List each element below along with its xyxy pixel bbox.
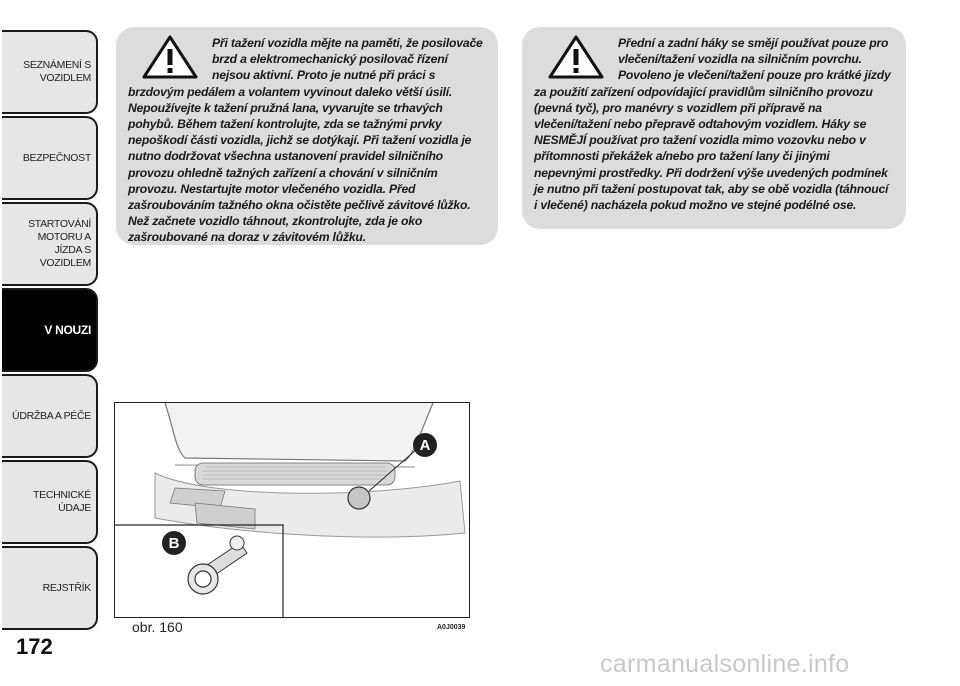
tab-label: V NOUZI — [44, 322, 91, 337]
tab-startovani[interactable] — [2, 202, 98, 286]
tab-label: REJSTŘÍK — [42, 581, 91, 594]
tab-bezpecnost[interactable] — [2, 116, 98, 200]
tab-label: ÚDRŽBA A PÉČE — [12, 409, 91, 422]
warning-text: Při tažení vozidla mějte na paměti, že posilovače brzd a elektromechanický posilovač řízení nejsou aktivní. Proto je nutné při práci s brzdovým pedálem a volantem vyvinout daleko větší úsilí. Nepoužívejte k tažení pružná lana, vyvarujte se trhavých pohybů. Během tažení kontrolujte, zda se tažnými prvky nepoškodí části vozidla, jichž se dotýkají. Při tažení vozidla je nutno dodržovat všechna ustanovení pravidel silničního provozu ohledně tažných zařízení a chování v silničním provozu. Nestartujte motor vlečeného vozidla. Před zašroubováním tažného okna očistěte pečlivě závitové lůžko. Než začnete vozidlo táhnout, zkontrolujte, zda je oko zašroubované na doraz v závitovém lůžku. — [128, 36, 483, 245]
warning-triangle-icon — [548, 35, 604, 79]
towing-eye-illustration — [115, 403, 470, 618]
warning-triangle-icon — [142, 35, 198, 79]
watermark: carmanualsonline.info — [600, 650, 850, 678]
tab-rejstrik[interactable] — [2, 546, 98, 630]
towing-eye-part — [188, 536, 247, 594]
tab-seznameni-s-vozidlem[interactable] — [2, 30, 98, 114]
tab-label: TECHNICKÉ ÚDAJE — [33, 489, 91, 514]
tow-hook-cover — [348, 487, 370, 509]
warning-text: Přední a zadní háky se smějí používat pouze pro vlečení/tažení vozidla na silničním povrchu. Povoleno je vlečení/tažení pouze pro krátké jízdy za použití zařízení odpovídající pravidlům silničního provozu (pevná tyč), pro manévry s vozidlem při přípravě na vlečení/tažení nebo přepravě odtahovým vozidlem. Háky se NESMĚJÍ používat pro tažení vozidla mimo vozovku nebo v přítomnosti překážek a/nebo pro tažení lany či jinými nepevnými prostředky. Při dodržení výše uvedených podmínek je nutno při tažení postupovat tak, aby se obě vozidla (táhnoucí i vlečené) nacházela pokud možno ve stejné podélné ose. — [534, 36, 891, 213]
callout-b-label: B — [168, 535, 180, 552]
tab-label: BEZPEČNOST — [22, 151, 91, 164]
tab-udrzba-a-pece[interactable] — [2, 374, 98, 458]
callout-a-label: A — [419, 437, 431, 454]
warning-box-hooks-usage — [522, 27, 906, 229]
tab-label: SEZNÁMENÍ S VOZIDLEM — [23, 59, 91, 84]
figure-caption: obr. 160 — [132, 619, 183, 635]
warning-box-towing-effort — [116, 27, 498, 245]
tab-technicke-udaje[interactable] — [2, 460, 98, 544]
tab-v-nouzi[interactable] — [2, 288, 98, 372]
figure-code: A0J0039 — [437, 624, 466, 631]
tab-label: STARTOVÁNÍ MOTORU A JÍZDA S VOZIDLEM — [28, 218, 91, 269]
figure-towing-eye — [114, 402, 470, 618]
page-number: 172 — [16, 634, 53, 659]
